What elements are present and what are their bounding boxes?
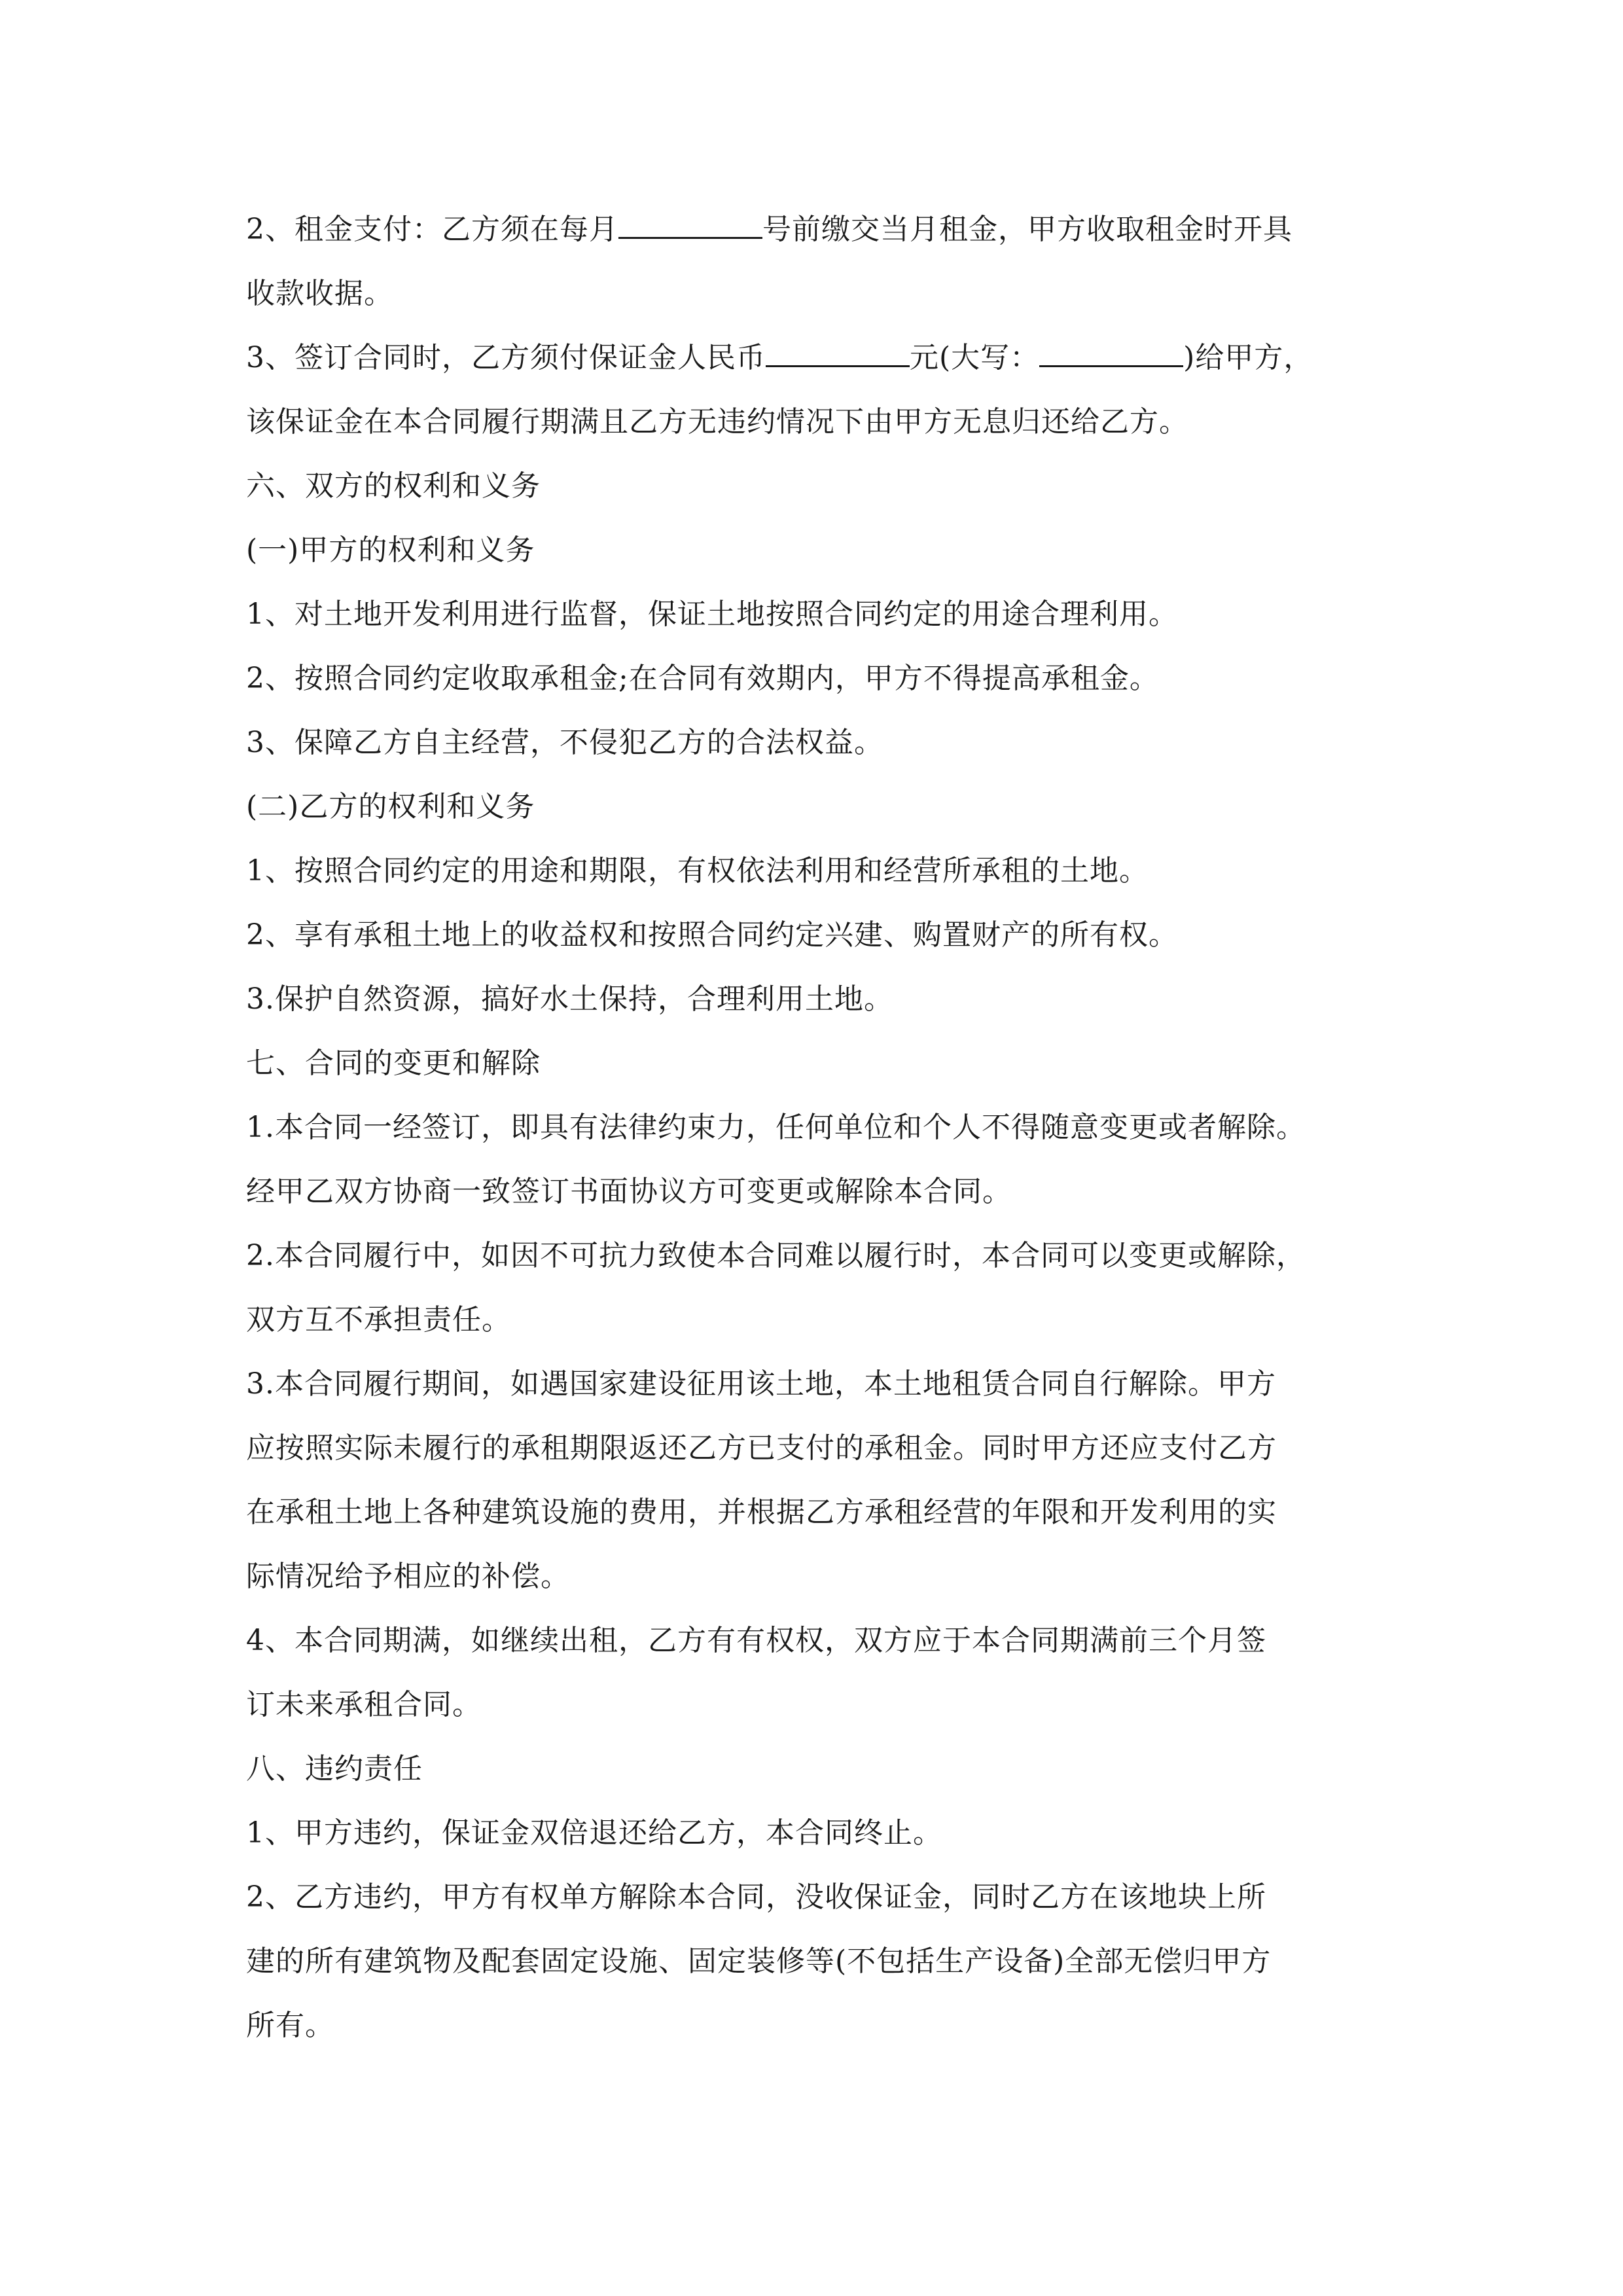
clause-5-2-text-after: 号前缴交当月租金，甲方收取租金时开具 (762, 213, 1293, 246)
payment-day-blank (618, 211, 762, 239)
subsection-6-1-title: (一)甲方的权利和义务 (246, 533, 535, 567)
clause-5-2-line-1 (246, 198, 1398, 262)
item-7-1-line-1: 1.本合同一经签订，即具有法律约束力，任何单位和个人不得随意变更或者解除。 (246, 1111, 1306, 1144)
deposit-amount-words-blank (1039, 339, 1183, 367)
document-page (246, 198, 1398, 2058)
item-6-1-3: 3、保障乙方自主经营，不侵犯乙方的合法权益。 (246, 726, 883, 759)
clause-5-3-part-3: )给甲方， (1183, 341, 1313, 374)
item-8-1: 1、甲方违约，保证金双倍退还给乙方，本合同终止。 (246, 1816, 942, 1850)
section-6-title: 六、双方的权利和义务 (246, 469, 541, 503)
clause-5-3-part-2: 元(大写： (910, 341, 1040, 374)
item-7-2-line-2: 双方互不承担责任。 (246, 1303, 511, 1336)
item-7-1-line-2: 经甲乙双方协商一致签订书面协议方可变更或解除本合同。 (246, 1175, 1012, 1208)
item-6-1-1: 1、对土地开发利用进行监督，保证土地按照合同约定的用途合理利用。 (246, 598, 1178, 631)
item-6-2-1: 1、按照合同约定的用途和期限，有权依法利用和经营所承租的土地。 (246, 854, 1149, 888)
item-8-2-line-1: 2、乙方违约，甲方有权单方解除本合同，没收保证金，同时乙方在该地块上所 (246, 1880, 1266, 1914)
section-7-title: 七、合同的变更和解除 (246, 1047, 541, 1080)
clause-5-3-line-2: 该保证金在本合同履行期满且乙方无违约情况下由甲方无息归还给乙方。 (246, 405, 1188, 439)
clause-5-2-text-before: 2、租金支付：乙方须在每月 (246, 213, 618, 246)
clause-5-3-line-1 (246, 326, 1398, 390)
item-7-3-line-1: 3.本合同履行期间，如遇国家建设征用该土地，本土地租赁合同自行解除。甲方 (246, 1367, 1276, 1401)
clause-5-2-line-2: 收款收据。 (246, 277, 393, 310)
section-8-title: 八、违约责任 (246, 1752, 423, 1785)
item-8-2-line-3: 所有。 (246, 2009, 334, 2042)
deposit-amount-blank (766, 339, 910, 367)
item-6-2-2: 2、享有承租土地上的收益权和按照合同约定兴建、购置财产的所有权。 (246, 918, 1178, 952)
item-7-2-line-1: 2.本合同履行中，如因不可抗力致使本合同难以履行时，本合同可以变更或解除， (246, 1239, 1306, 1272)
item-7-3-line-3: 在承租土地上各种建筑设施的费用，并根据乙方承租经营的年限和开发利用的实 (246, 1496, 1277, 1529)
item-7-3-line-4: 际情况给予相应的补偿。 (246, 1560, 570, 1593)
item-7-3-line-2: 应按照实际未履行的承租期限返还乙方已支付的承租金。同时甲方还应支付乙方 (246, 1431, 1277, 1465)
item-8-2-line-2: 建的所有建筑物及配套固定设施、固定装修等(不包括生产设备)全部无偿归甲方 (246, 1945, 1272, 1978)
item-6-1-2: 2、按照合同约定收取承租金;在合同有效期内，甲方不得提高承租金。 (246, 662, 1159, 695)
subsection-6-2-title: (二)乙方的权利和义务 (246, 790, 535, 823)
item-6-2-3: 3.保护自然资源，搞好水土保持，合理利用土地。 (246, 982, 893, 1016)
item-7-4-line-2: 订未来承租合同。 (246, 1688, 482, 1721)
item-7-4-line-1: 4、本合同期满，如继续出租，乙方有有权权，双方应于本合同期满前三个月签 (246, 1624, 1266, 1657)
clause-5-3-part-1: 3、签订合同时，乙方须付保证金人民币 (246, 341, 766, 374)
